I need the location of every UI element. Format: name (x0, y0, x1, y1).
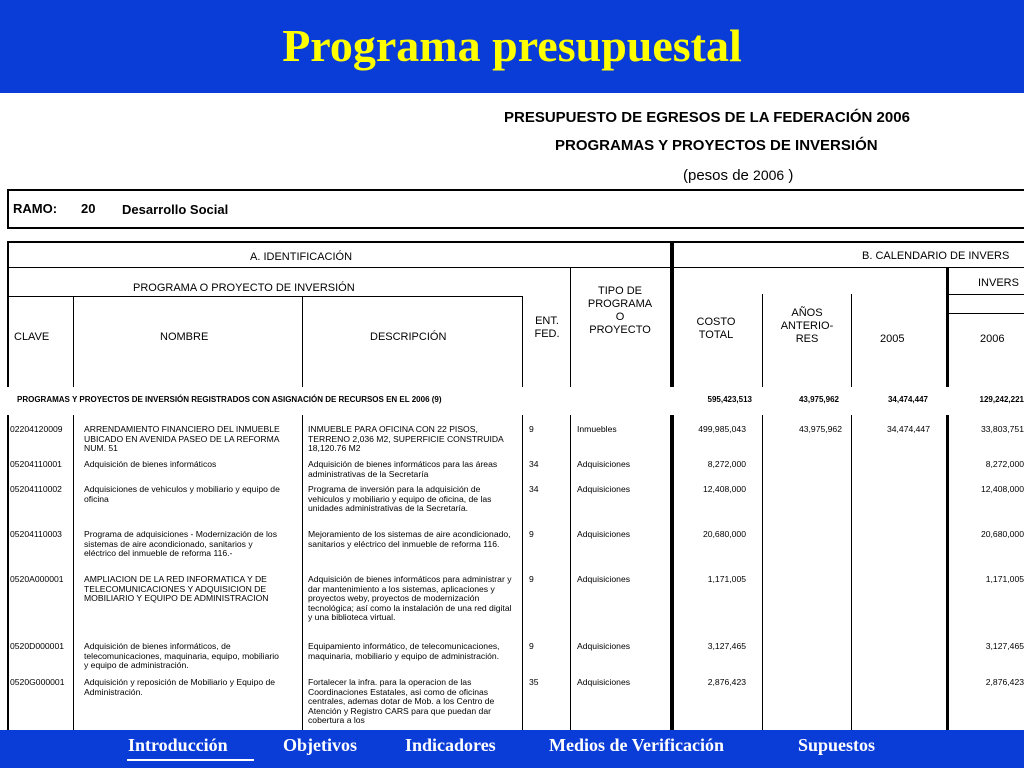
caption-programa-proyecto: PROGRAMA O PROYECTO DE INVERSIÓN (133, 282, 355, 294)
cell-clave: 05204110002 (10, 484, 62, 494)
cell-2006: 33,803,751 (980, 425, 1024, 434)
pesos-prefix: (pesos de (683, 167, 749, 184)
cell-anios: 43,975,962 (798, 424, 842, 434)
cell-2006: 12,408,000 (980, 485, 1024, 494)
col-divider-ent (570, 268, 571, 730)
doc-header-line1: PRESUPUESTO DE EGRESOS DE LA FEDERACIÓN 2006 (504, 109, 910, 126)
cell-nombre: Programa de adquisiciones - Modernización de los sistemas de aire acondicionado, sanitarios y eléctrico del inmueble de reforma 116.- (84, 529, 277, 559)
cell-costo: 12,408,000 (702, 484, 746, 494)
budget-document (0, 93, 1024, 730)
cell-tipo: Adquisiciones (577, 641, 631, 651)
cell-nombre: AMPLIACION DE LA RED INFORMATICA Y DE TELECOMUNICACIONES Y ADQUISICION DE MOBILIARIO Y EQUIPO DE ADMINISTRACION (84, 574, 269, 604)
col-divider-nombre (302, 296, 303, 730)
caption-anios-anteriores: AÑOS ANTERIO- RES (780, 307, 834, 345)
table-left-border (7, 241, 9, 730)
caption-clave: CLAVE (14, 331, 50, 343)
cell-descripcion: Adquisición de bienes informáticos para administrar y dar mantenimiento a los sistemas, aplicaciones y proyectos weby, proyectos de modernización tecnológica; así como la instalación de una red digital y una biblioteca virtual. (308, 574, 512, 623)
caption-2006: 2006 (980, 333, 1005, 345)
caption-nombre: NOMBRE (160, 331, 209, 343)
cell-costo: 20,680,000 (702, 529, 746, 539)
cell-nombre: Adquisición y reposición de Mobiliario y Equipo de Administración. (84, 677, 276, 697)
cell-2006: 3,127,465 (985, 642, 1024, 651)
caption-invers: INVERS (978, 277, 1019, 289)
row-divider-invers2 (948, 313, 1024, 314)
cell-nombre: Adquisición de bienes informáticos (84, 459, 217, 469)
cell-2006: 20,680,000 (980, 530, 1024, 539)
row-divider-invers (948, 294, 1024, 295)
nav-link-objetivos[interactable]: Objetivos (283, 735, 357, 755)
cell-descripcion: Equipamiento informático, de telecomunicaciones, maquinaria, mobiliario y equipo de administración. (308, 641, 500, 661)
section-2006: 129,242,221 (979, 395, 1024, 404)
doc-header-line2: PROGRAMAS Y PROYECTOS DE INVERSIÓN (555, 137, 878, 154)
cell-nombre: Adquisición de bienes informáticos, de telecomunicaciones, maquinaria, equipo, mobiliario y equipo de administración. (84, 641, 279, 671)
caption-2005: 2005 (880, 333, 905, 345)
caption-calendario: B. CALENDARIO DE INVERS (862, 250, 1010, 262)
cell-clave: 0520G000001 (10, 677, 65, 687)
cell-descripcion: INMUEBLE PARA OFICINA CON 22 PISOS, TERRENO 2,036 M2, SUPERFICIE CONSTRUIDA 18,120.76 M2 (308, 424, 504, 454)
cell-descripcion: Mejoramiento de los sistemas de aire acondicionado, sanitarios y eléctrico del inmueble de reforma 116. (308, 529, 511, 549)
cell-tipo: Adquisiciones (577, 459, 631, 469)
pesos-year: 2006 (753, 167, 785, 183)
caption-tipo: TIPO DE PROGRAMA O PROYECTO (587, 285, 653, 336)
cell-nombre: ARRENDAMIENTO FINANCIERO DEL INMUEBLE UBICADO EN AVENIDA PASEO DE LA REFORMA NUM. 51 (84, 424, 280, 454)
col-divider-desc (522, 296, 523, 730)
cell-ent-fed: 35 (529, 677, 539, 687)
cell-tipo: Adquisiciones (577, 484, 631, 494)
cell-descripcion: Programa de inversión para la adquisición de vehiculos y mobiliario y equipo de oficina, de las unidades administrativas de la Secretaría. (308, 484, 492, 514)
caption-ent-fed: ENT. FED. (534, 315, 560, 340)
cell-ent-fed: 9 (529, 424, 534, 434)
nav-link-introduccion[interactable]: Introducción (128, 735, 228, 755)
section-title: PROGRAMAS Y PROYECTOS DE INVERSIÓN REGISTRADOS CON ASIGNACIÓN DE RECURSOS EN EL 2006 (9) (17, 395, 442, 404)
cell-clave: 02204120009 (10, 424, 63, 434)
cell-ent-fed: 34 (529, 459, 539, 469)
bottom-nav-bar (0, 730, 1024, 768)
pesos-suffix: ) (788, 167, 794, 184)
cell-tipo: Adquisiciones (577, 677, 631, 687)
row-divider-programa (7, 296, 522, 297)
section-costo-total: 595,423,513 (707, 395, 752, 404)
cell-costo: 8,272,000 (707, 459, 746, 469)
cell-clave: 0520A000001 (10, 574, 64, 584)
section-anios-anteriores: 43,975,962 (798, 395, 839, 404)
cell-2006: 8,272,000 (985, 460, 1024, 469)
ramo-number: 20 (81, 201, 96, 216)
cell-clave: 05204110003 (10, 529, 62, 539)
cell-2006: 1,171,005 (985, 575, 1024, 584)
ramo-label: RAMO: (13, 201, 58, 216)
cell-ent-fed: 9 (529, 641, 534, 651)
caption-identificacion: A. IDENTIFICACIÓN (250, 251, 353, 263)
cell-costo: 499,985,043 (698, 424, 746, 434)
cell-costo: 3,127,465 (707, 641, 746, 651)
row-divider-b (674, 267, 1024, 268)
nav-link-medios-verificacion[interactable]: Medios de Verificación (549, 735, 724, 755)
table-top-border (7, 241, 1024, 243)
col-divider-clave (73, 296, 74, 730)
cell-descripcion: Fortalecer la infra. para la operacion de las Coordinaciones Estatales, asi como de oficinas centrales, ademas dotar de Mob. a los Centro de Atención y Registro CARS para que puedan dar cobertura a los (308, 677, 495, 726)
col-divider-2005 (946, 268, 949, 730)
cell-clave: 0520D000001 (10, 641, 65, 651)
caption-costo-total: COSTO TOTAL (696, 316, 736, 341)
col-divider-anios (851, 294, 852, 730)
cell-ent-fed: 34 (529, 484, 539, 494)
cell-tipo: Adquisiciones (577, 574, 631, 584)
cell-2005: 34,474,447 (886, 424, 930, 434)
ramo-box (7, 189, 1024, 229)
cell-tipo: Adquisiciones (577, 529, 631, 539)
doc-header-pesos (683, 167, 793, 184)
nav-link-supuestos[interactable]: Supuestos (798, 735, 876, 755)
cell-ent-fed: 9 (529, 574, 534, 584)
section-2005: 34,474,447 (887, 395, 928, 404)
cell-clave: 05204110001 (10, 459, 62, 469)
ramo-name: Desarrollo Social (122, 202, 229, 217)
cell-costo: 2,876,423 (707, 677, 746, 687)
cell-descripcion: Adquisición de bienes informáticos para las áreas administrativas de la Secretaría (308, 459, 498, 479)
caption-descripcion: DESCRIPCIÓN (370, 331, 447, 343)
col-divider-costo (762, 294, 763, 730)
nav-active-underline (127, 759, 254, 761)
nav-link-indicadores[interactable]: Indicadores (405, 735, 496, 755)
cell-2006: 2,876,423 (985, 678, 1024, 687)
cell-nombre: Adquisiciones de vehiculos y mobiliario y equipo de oficina (84, 484, 280, 504)
cell-ent-fed: 9 (529, 529, 534, 539)
cell-tipo: Inmuebles (577, 424, 617, 434)
title-bar (0, 0, 1024, 93)
cell-costo: 1,171,005 (707, 574, 746, 584)
slide-title: Programa presupuestal (282, 20, 742, 71)
